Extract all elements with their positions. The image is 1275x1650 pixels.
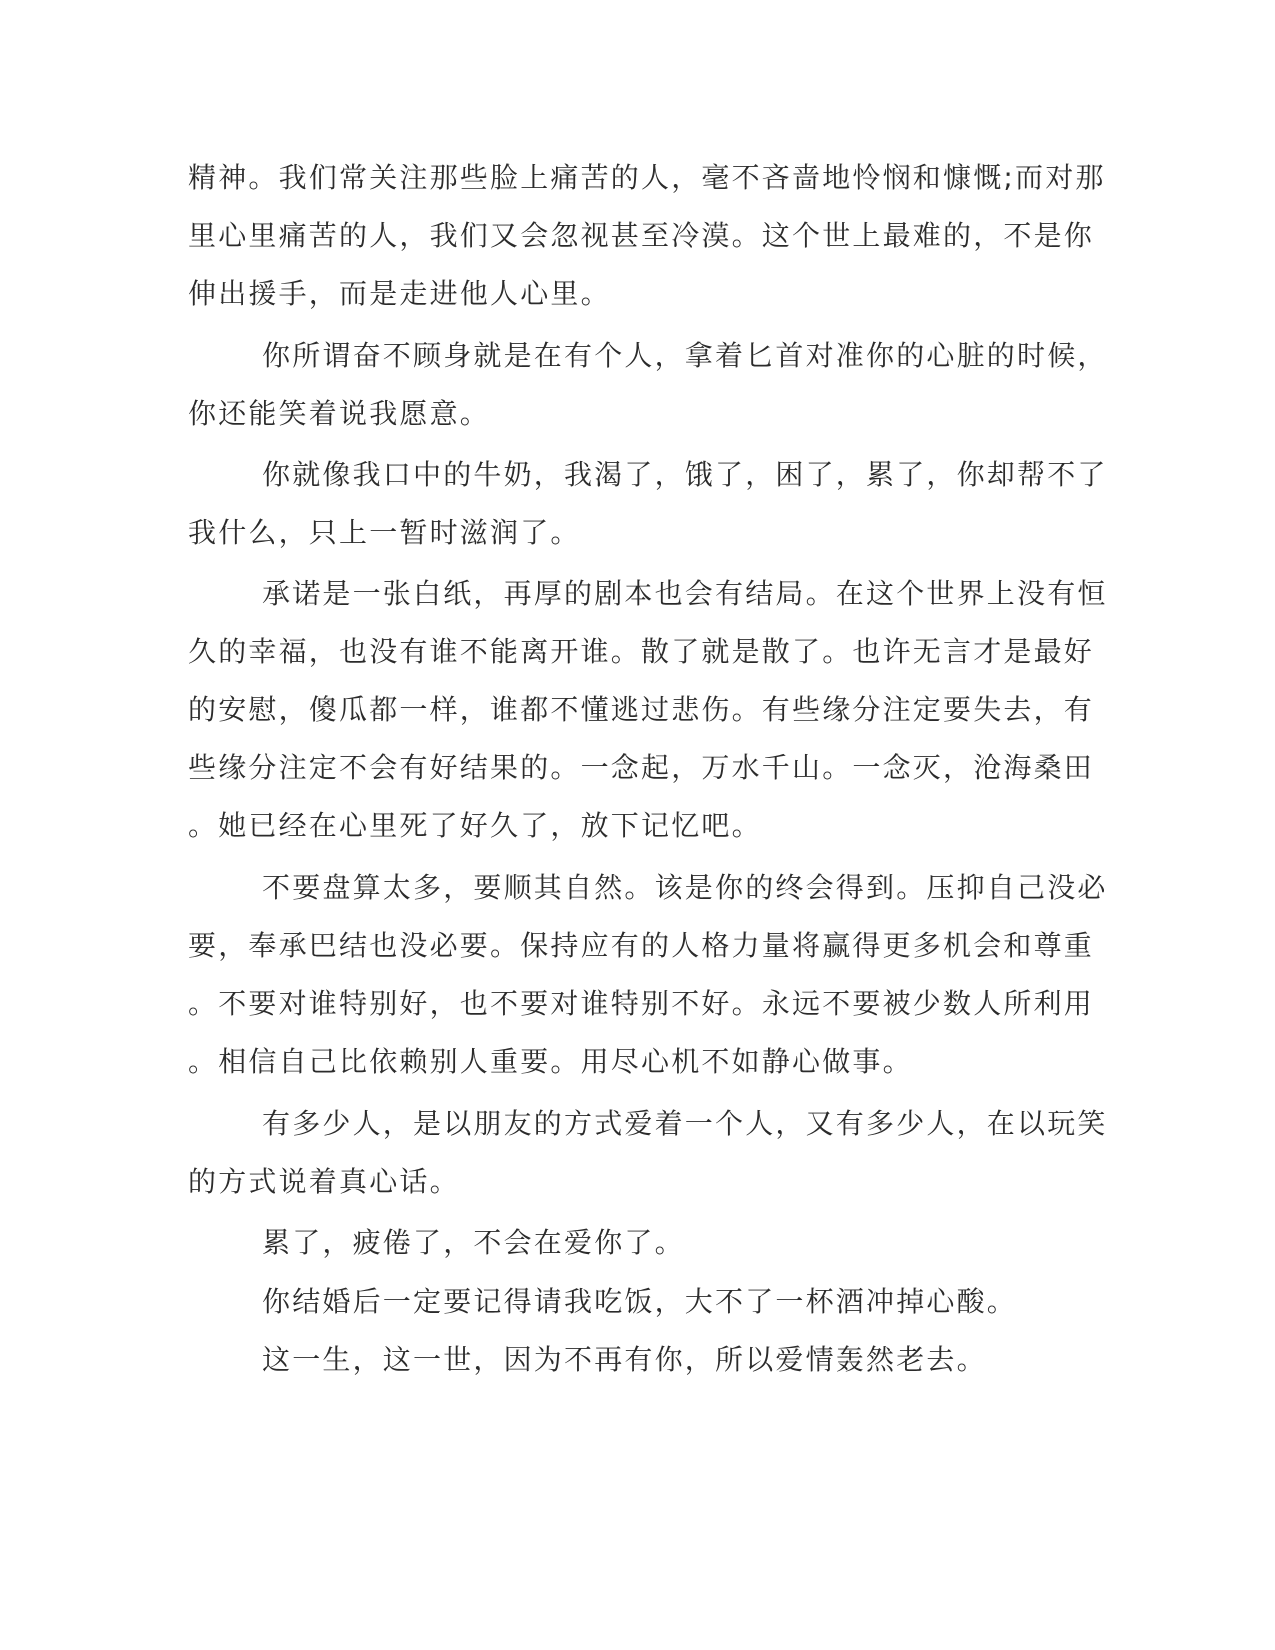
text-line: 伸出援手，而是走进他人心里。 — [188, 277, 611, 310]
text-line: 。相信自己比依赖别人重要。用尽心机不如静心做事。 — [188, 1045, 913, 1078]
text-line: 里心里痛苦的人，我们又会忽视甚至冷漠。这个世上最难的，不是你 — [188, 219, 1095, 252]
paragraph-first-line: 不要盘算太多，要顺其自然。该是你的终会得到。压抑自己没必 — [262, 871, 1108, 904]
paragraph-first-line: 有多少人，是以朋友的方式爱着一个人，又有多少人，在以玩笑 — [262, 1107, 1108, 1140]
paragraph-first-line: 这一生，这一世，因为不再有你，所以爱情轰然老去。 — [262, 1343, 987, 1376]
text-line: 精神。我们常关注那些脸上痛苦的人，毫不吝啬地怜悯和慷慨;而对那 — [188, 161, 1106, 194]
paragraph-first-line: 承诺是一张白纸，再厚的剧本也会有结局。在这个世界上没有恒 — [262, 577, 1108, 610]
paragraph-first-line: 你所谓奋不顾身就是在有个人，拿着匕首对准你的心脏的时候， — [262, 339, 1108, 372]
text-line: 你还能笑着说我愿意。 — [188, 397, 491, 430]
paragraph-first-line: 累了，疲倦了，不会在爱你了。 — [262, 1226, 685, 1259]
paragraph-first-line: 你就像我口中的牛奶，我渴了，饿了，困了，累了，你却帮不了 — [262, 458, 1108, 491]
text-line: 。不要对谁特别好，也不要对谁特别不好。永远不要被少数人所利用 — [188, 987, 1095, 1020]
paragraph-first-line: 你结婚后一定要记得请我吃饭，大不了一杯酒冲掉心酸。 — [262, 1285, 1018, 1318]
text-line: 久的幸福，也没有谁不能离开谁。散了就是散了。也许无言才是最好 — [188, 635, 1095, 668]
text-line: 。她已经在心里死了好久了，放下记忆吧。 — [188, 809, 762, 842]
text-line: 的安慰，傻瓜都一样，谁都不懂逃过悲伤。有些缘分注定要失去，有 — [188, 693, 1095, 726]
text-line: 要，奉承巴结也没必要。保持应有的人格力量将赢得更多机会和尊重 — [188, 929, 1095, 962]
text-line: 些缘分注定不会有好结果的。一念起，万水千山。一念灭，沧海桑田 — [188, 751, 1095, 784]
text-line: 我什么，只上一暂时滋润了。 — [188, 516, 581, 549]
text-line: 的方式说着真心话。 — [188, 1165, 460, 1198]
